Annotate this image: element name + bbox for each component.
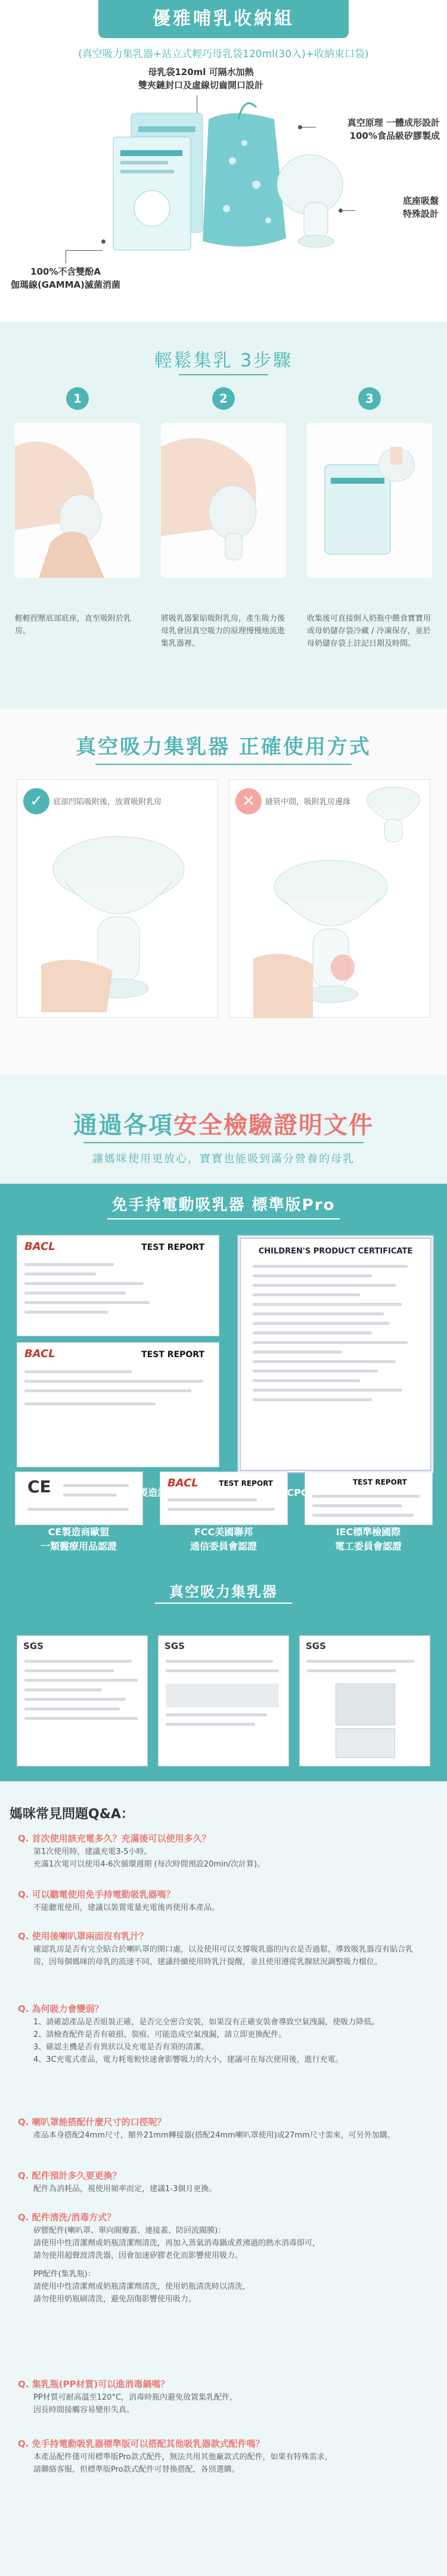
faq-item: Q. 可以聽電使用免手持電動吸乳器嗎？ 不能聽電使用，建議以裝置電量充電後再使用本產品。 [18, 1889, 220, 1912]
step-1 [15, 387, 140, 584]
step-2-image [161, 423, 286, 578]
faq-item: Q. 集乳瓶(PP材質)可以進消毒鍋嗎？ PP材質可耐高溫至120°C，消毒時瓶內避免放置集乳配件， 因長時間接觸容易變形失真。 [18, 2379, 238, 2415]
usage-good [17, 779, 218, 1018]
faq-item: Q. 為何吸力會變弱？ 1、請確認產品是否組裝正確，是否完全密合安裝，如果沒有正確安裝會導致空氣洩漏，使吸力降低。 2、請檢查配件是否有破損、裂痕、可能造成空氣洩漏，請立即更換配件。 3、確認主機是否有異狀以及充電是否有須的清潔。 4、3C充電式產品，電力耗電較快速會影響吸力的大小，建議可在每次使用後，進行充電。 [18, 2003, 380, 2064]
iec-report: TEST REPORT [305, 1471, 433, 1525]
callout-base: 底座吸盤 特殊設計 [402, 195, 439, 219]
step-3-image [307, 423, 432, 578]
usage-section [0, 709, 447, 1075]
sample-photo [336, 1684, 395, 1725]
usage-bad-text: 縫管中間，吸附乳房邊緣 [265, 798, 351, 807]
kit-section [0, 0, 447, 310]
divider [107, 1218, 340, 1219]
cap-fcc: FCC美國聯邦 通信委員會認證 [190, 1526, 257, 1552]
cap-iec: IEC標準檢國際 電工委員會認證 [334, 1526, 402, 1552]
cert-title: 通過各項安全檢驗證明文件 [73, 1112, 374, 1139]
cpc-certificate: CHILDREN'S PRODUCT CERTIFICATE [237, 1235, 434, 1473]
faq-item: Q. 喇叭罩能搭配什麼尺寸的口徑呢？ 產品本身搭配24mm尺寸，額外21mm轉接器(搭配24mm喇叭罩使用)或27mm尺寸需來，可另外加購。 [18, 2117, 395, 2140]
callout-sterilize: 100%不含雙酚A 伽瑪線(GAMMA)滅菌消菌 [10, 266, 121, 290]
faq-item: Q. 使用後喇叭罩兩面沒有乳汁？ 確認乳房是否有完全貼合於喇叭罩的開口處，以及使用可以支撐吸乳器的內衣是否過鬆，導致吸乳器沒有貼合乳房，因每個媽咪的母乳的流速不同，建議持續使用時乳汁提醒，並且使用遵從乳腺狀況調整吸力檔位。 [18, 1931, 414, 1967]
pump-thumb-image [361, 782, 426, 848]
step-number: 2 [212, 387, 235, 410]
usage-good-text: 底部凹陷吸附後，放置吸附乳房 [53, 798, 162, 807]
callout-bag: 母乳袋120ml 可隔水加熱 雙夾鏈封口及虛線切齒開口設計 [138, 67, 263, 91]
pump-wrong-image [253, 851, 408, 1018]
kit-title: 優雅哺乳收納組 [98, 0, 349, 38]
step-1-text: 輕輕捏壓底部底座，直至吸附於乳房。 [15, 614, 132, 636]
divider [83, 1142, 364, 1143]
step-1-image [15, 423, 140, 578]
faq-title: 媽咪常見問題Q&A： [10, 1807, 134, 1822]
usage-bad [229, 779, 430, 1018]
pump-correct-image [41, 827, 196, 1012]
vacuum-cert-title: 真空吸力集乳器 [169, 1583, 278, 1600]
step-2 [161, 387, 286, 584]
divider [95, 764, 352, 765]
usage-title: 真空吸力集乳器 正確使用方式 [76, 735, 371, 759]
sgs-section [0, 1635, 447, 1781]
faq-item: Q. 配件預計多久要更換？ 配件為消耗品，視使用頻率而定，建議1-3個月更換。 [18, 2170, 217, 2194]
step-number: 1 [66, 387, 89, 410]
step-2-text: 將吸乳器緊貼吸附乳房，產生吸力後母乳會因真空吸力的原理慢慢地流進集乳器裡。 [161, 614, 285, 648]
step-number: 3 [358, 387, 381, 410]
step-3 [307, 387, 432, 584]
fda-report-2: BACL TEST REPORT [17, 1342, 219, 1467]
faq-section [0, 1781, 447, 2576]
band-title: 免手持電動吸乳器 標準版Pro [111, 1196, 336, 1214]
divider [179, 374, 268, 375]
cert-section [0, 1075, 447, 1513]
cap-ce: CE製造商歐盟 一類醫療用品認證 [40, 1526, 117, 1552]
cert-section-2 [0, 1477, 447, 1635]
sgs-report-2: SGS [158, 1635, 289, 1766]
sample-photo [336, 1728, 395, 1758]
faq-item: Q. 免手持電動吸乳器標準版可以搭配其他吸乳器款式配件嗎？ 本產品配件僅可用標準版Pro款式配件，無法共用其他廠款式的配件，如果有特殊需求， 請聯絡客服，但標準版Pro款式配件可替換搭配，各別選購。 [18, 2438, 333, 2474]
fda-report-1: BACL TEST REPORT [17, 1235, 219, 1336]
fcc-report: BACL TEST REPORT [160, 1471, 288, 1525]
cert-subtitle: 讓媽咪使用更放心，寶寶也能吸到滿分營養的母乳 [92, 1153, 355, 1165]
faq-item: Q. 配件清洗/消毒方式？ 矽膠配件(喇叭罩、單向閥瓣蓋、連接蓋、防回流閥膜)： 請使用中性清潔劑或奶瓶清潔劑清洗，再加入蒸氣消毒鍋或煮沸過的熱水消毒即可， 請勿使用超聲波清洗器，因會加速矽膠老化而影響使用吸力。 PP配件(集乳瓶)： 請使用中性清潔劑或奶瓶清潔劑清洗，使用奶瓶清洗時以清洗， 請勿使用奶瓶刷清洗，避免刮傷影響使用吸力。 [18, 2212, 321, 2304]
cross-icon: ✕ [235, 788, 262, 814]
steps-row [15, 387, 432, 590]
steps-section [0, 322, 447, 709]
divider [155, 1603, 292, 1604]
sgs-report-1: SGS [17, 1635, 148, 1766]
step-3-text: 收集後可直接倒入奶瓶中餵食寶寶用或母奶儲存袋冷藏 / 冷凍保存，並於母奶儲存袋上註記日期及時間。 [307, 614, 432, 648]
steps-title: 輕鬆集乳 3步驟 [154, 350, 293, 371]
kit-product-photo [95, 95, 352, 256]
callout-vacuum: 真空原理 一體成形設計 100%食品級矽膠製成 [347, 117, 440, 141]
faq-item: Q. 首次使用該充電多久？充滿後可以使用多久？ 第1次使用時，建議充電3-5小時。 充滿1次電可以使用4-6次循環週期 (每次時間預設20min/次計算)。 [18, 1833, 265, 1869]
sgs-report-3: SGS [299, 1635, 430, 1766]
check-icon: ✓ [23, 788, 49, 814]
kit-subtitle: (真空吸力集乳器+站立式輕巧母乳袋120ml(30入)+收納束口袋) [78, 48, 369, 60]
ce-certificate: CE [15, 1471, 143, 1525]
